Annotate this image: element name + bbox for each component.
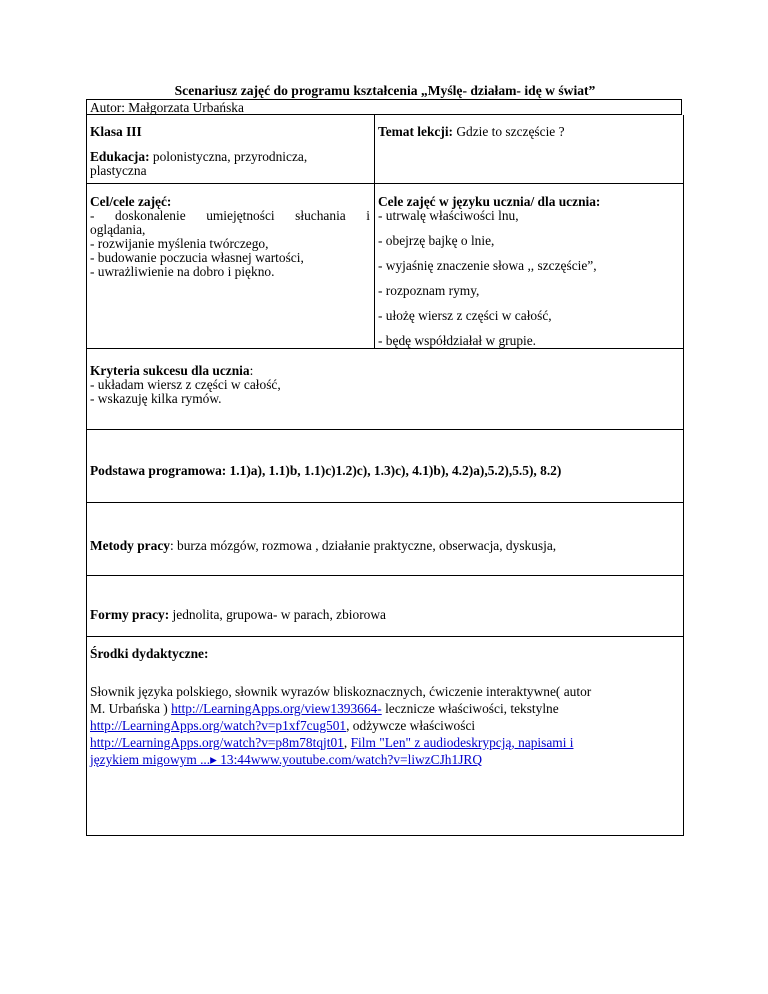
student-goal-item: - obejrzę bajkę o lnie, — [378, 233, 495, 248]
row-methods — [87, 502, 683, 575]
goal-item: - doskonalenie umiejętności słuchania i — [90, 208, 370, 223]
success-criteria-label: Kryteria sukcesu dla ucznia: — [90, 363, 254, 378]
text-line: Słownik języka polskiego, słownik wyrazów bliskoznacznych, ćwiczenie interaktywne( autor — [90, 684, 592, 699]
learningapps-link-2[interactable]: http://LearningApps.org/watch?v=p1xf7cug501 — [90, 718, 347, 733]
document-title: Scenariusz zajęć do programu kształcenia „Myślę- działam- idę w świat” — [174, 83, 596, 98]
didactic-means-text — [90, 683, 675, 768]
student-goal-item: - będę współdziałał w grupie. — [378, 333, 537, 348]
youtube-link[interactable]: językiem migowym ...▸ 13:44www.youtube.com/watch?v=liwzCJh1JRQ — [90, 752, 483, 767]
criteria-item: - wskazuję kilka rymów. — [90, 391, 222, 406]
divider — [374, 184, 375, 348]
learningapps-link-1[interactable]: http://LearningApps.org/view1393664- — [171, 701, 382, 716]
row-goals — [87, 183, 683, 348]
row-forms — [87, 575, 683, 636]
row-class-topic — [87, 115, 683, 183]
goals-label: Cel/cele zajęć: — [90, 194, 172, 209]
student-goals-label: Cele zajęć w języku ucznia/ dla ucznia: — [378, 194, 601, 209]
text-line: http://LearningApps.org/watch?v=p8m78tqjt01, Film "Len" z audiodeskrypcją, napisami i — [90, 735, 574, 750]
goal-item: - budowanie poczucia własnej wartości, — [90, 250, 304, 265]
education-value: plastyczna — [90, 163, 147, 178]
education-label: Edukacja: polonistyczna, przyrodnicza, — [90, 149, 308, 164]
class-label: Klasa III — [90, 124, 142, 139]
lesson-table — [86, 115, 684, 836]
row-success-criteria — [87, 348, 683, 429]
student-goal-item: - rozpoznam rymy, — [378, 283, 480, 298]
divider — [374, 115, 375, 183]
student-goal-item: - wyjaśnię znaczenie słowa ,, szczęście”, — [378, 258, 597, 273]
text-line: http://LearningApps.org/watch?v=p1xf7cug501, odżywcze właściwości — [90, 718, 476, 733]
row-curriculum — [87, 429, 683, 502]
topic: Temat lekcji: Gdzie to szczęście ? — [378, 124, 565, 139]
forms: Formy pracy: jednolita, grupowa- w parach, zbiorowa — [90, 607, 386, 622]
didactic-means-label: Środki dydaktyczne: — [90, 646, 209, 661]
text-line: M. Urbańska ) http://LearningApps.org/view1393664- lecznicze właściwości, tekstylne — [90, 701, 559, 716]
curriculum: Podstawa programowa: 1.1)a), 1.1)b, 1.1)c)1.2)c), 1.3)c), 4.1)b), 4.2)a),5.2),5.5), 8.2) — [90, 463, 562, 478]
goal-item: - rozwijanie myślenia twórczego, — [90, 236, 269, 251]
student-goal-item: - utrwalę właściwości lnu, — [378, 208, 519, 223]
learningapps-link-3[interactable]: http://LearningApps.org/watch?v=p8m78tqjt01 — [90, 735, 344, 750]
film-len-link[interactable]: Film "Len" z audiodeskrypcją, napisami i — [350, 735, 574, 750]
goal-item: - uwrażliwienie na dobro i piękno. — [90, 264, 275, 279]
criteria-item: - układam wiersz z części w całość, — [90, 377, 281, 392]
author-line: Autor: Małgorzata Urbańska — [86, 99, 682, 115]
methods: Metody pracy: burza mózgów, rozmowa , działanie praktyczne, obserwacja, dyskusja, — [90, 538, 557, 553]
row-didactic-means — [87, 636, 683, 835]
student-goal-item: - ułożę wiersz z części w całość, — [378, 308, 552, 323]
goal-item: oglądania, — [90, 222, 146, 237]
text-line — [90, 751, 675, 768]
